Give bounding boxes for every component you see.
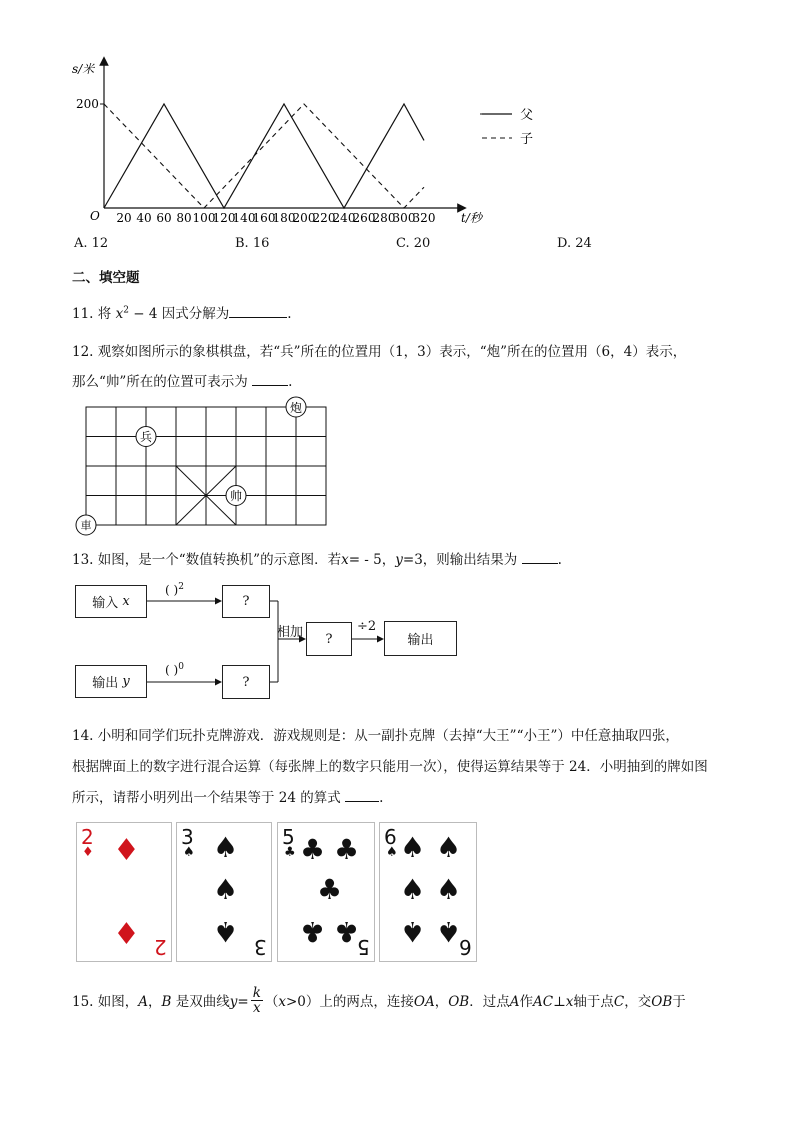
x-tick-label: 220 xyxy=(312,211,336,225)
card-rank-inverted: 2 xyxy=(154,935,167,959)
spade-icon: ♠ xyxy=(436,831,462,864)
answer-blank-12[interactable] xyxy=(252,373,288,386)
piece-pao xyxy=(286,397,306,417)
card-3-spades xyxy=(176,822,272,962)
x-tick-label: 240 xyxy=(332,211,356,225)
distance-time-graph xyxy=(70,55,482,235)
x-tick-label: 280 xyxy=(372,211,396,225)
y-tick-label: 200 xyxy=(76,97,99,111)
question-11: 11. 将 $x^2 - 4$ 因式分解为 . xyxy=(72,305,292,322)
card-rank-inverted: 6 xyxy=(459,935,472,959)
x-tick-label: 80 xyxy=(176,211,192,225)
spade-icon: ♠ xyxy=(386,845,398,860)
card-5-clubs xyxy=(277,822,375,962)
svg-text:車: 車 xyxy=(80,519,92,532)
card-rank: 2 xyxy=(81,825,94,849)
question-14-line1: 14. 小明和同学们玩扑克牌游戏．游戏规则是：从一副扑克牌（去掉“大王”“小王”）中任意抽取四张， xyxy=(72,728,679,744)
x-tick-label: 100 xyxy=(192,211,216,225)
x-tick-label: 120 xyxy=(212,211,236,225)
x-tick-label: 180 xyxy=(272,211,296,225)
card-6-spades xyxy=(379,822,477,962)
x-tick-label: 60 xyxy=(156,211,172,225)
spade-icon: ♠ xyxy=(183,845,195,860)
answer-blank-13[interactable] xyxy=(522,551,558,564)
x-tick-label: 300 xyxy=(392,211,416,225)
option-d[interactable]: D. 24 xyxy=(557,236,592,251)
card-rank-inverted: 5 xyxy=(357,935,370,959)
square-op-label: ( )$^2$ xyxy=(165,582,184,597)
question-15: 15. 如图，A，B 是双曲线y= $\frac{k}{x}$ （x>0）上的两点，连接OA，OB．过点A作AC⊥x轴于点C，交OB于 xyxy=(72,985,686,1016)
question-13: 13. 如图，是一个“数值转换机”的示意图．若x= - 5，y=3，则输出结果为 . xyxy=(72,552,562,568)
club-icon: ♣ xyxy=(284,845,296,860)
option-a[interactable]: A. 12 xyxy=(74,236,109,251)
spade-icon: ♠ xyxy=(436,873,462,906)
question-12-line1: 12. 观察如图所示的象棋棋盘，若“兵”所在的位置用（1，3）表示，“炮”所在的位置用（6，4）表示， xyxy=(72,344,687,360)
question-14-line2: 根据牌面上的数字进行混合运算（每张牌上的数字只能用一次），使得运算结果等于 24．小明抽到的牌如图 xyxy=(72,759,708,775)
y-axis-label: s/米 xyxy=(72,62,95,76)
graph-legend xyxy=(478,100,548,150)
x-axis-label: t/秒 xyxy=(461,211,482,225)
spade-icon: ♠ xyxy=(213,915,239,948)
x-tick-labels xyxy=(116,211,435,225)
diamond-icon: ♦ xyxy=(82,845,94,860)
input-x-box: 输入 x xyxy=(75,585,147,618)
result-box-2: ? xyxy=(306,622,352,656)
club-icon: ♣ xyxy=(317,873,343,906)
spade-icon: ♠ xyxy=(213,873,239,906)
input-y-box: 输出 y xyxy=(75,665,147,698)
chess-board xyxy=(70,395,335,535)
answer-blank-14[interactable] xyxy=(345,789,379,802)
question-12-line2: 那么“帅”所在的位置可表示为 . xyxy=(72,374,293,390)
spade-icon: ♠ xyxy=(436,915,462,948)
card-rank-inverted: 3 xyxy=(254,935,267,959)
output-box: 输出 xyxy=(384,621,457,656)
svg-text:帅: 帅 xyxy=(229,489,243,503)
result-box-3: ? xyxy=(222,665,270,699)
spade-icon: ♠ xyxy=(400,915,426,948)
divide-label: ÷2 xyxy=(357,619,377,634)
son-line xyxy=(104,104,424,208)
x-tick-label: 260 xyxy=(352,211,376,225)
father-line xyxy=(104,104,424,208)
diamond-icon: ♦ xyxy=(113,833,140,868)
spade-icon: ♠ xyxy=(213,831,239,864)
x-tick-label: 320 xyxy=(412,211,436,225)
svg-text:兵: 兵 xyxy=(139,430,153,444)
origin-label: O xyxy=(90,209,100,223)
card-rank: 3 xyxy=(181,825,194,849)
legend-son-label: 子 xyxy=(520,132,534,147)
option-b[interactable]: B. 16 xyxy=(235,236,270,251)
diamond-icon: ♦ xyxy=(113,917,140,952)
fraction-k-over-x: $\frac{k}{x}$ xyxy=(252,985,261,1016)
card-rank: 6 xyxy=(384,825,397,849)
club-icon: ♣ xyxy=(300,833,326,866)
club-icon: ♣ xyxy=(300,915,326,948)
piece-shuai xyxy=(226,486,246,506)
x-tick-label: 160 xyxy=(252,211,276,225)
club-icon: ♣ xyxy=(334,833,360,866)
piece-che xyxy=(76,515,96,535)
piece-bing xyxy=(136,427,156,447)
svg-text:炮: 炮 xyxy=(289,401,303,415)
card-2-diamonds xyxy=(76,822,172,962)
section-title: 二、填空题 xyxy=(72,270,140,286)
zero-op-label: ( )$^0$ xyxy=(165,662,184,677)
question-14-line3: 所示，请帮小明列出一个结果等于 24 的算式 . xyxy=(72,790,384,806)
x-tick-label: 140 xyxy=(232,211,256,225)
x-tick-label: 20 xyxy=(116,211,132,225)
x-tick-label: 40 xyxy=(136,211,152,225)
add-label: 相加 xyxy=(277,625,304,640)
result-box-1: ? xyxy=(222,585,270,618)
spade-icon: ♠ xyxy=(400,873,426,906)
legend-father-label: 父 xyxy=(520,108,534,123)
club-icon: ♣ xyxy=(334,915,360,948)
answer-blank-11[interactable] xyxy=(229,305,287,318)
card-rank: 5 xyxy=(282,825,295,849)
option-c[interactable]: C. 20 xyxy=(396,236,431,251)
spade-icon: ♠ xyxy=(400,831,426,864)
x-tick-label: 200 xyxy=(292,211,316,225)
